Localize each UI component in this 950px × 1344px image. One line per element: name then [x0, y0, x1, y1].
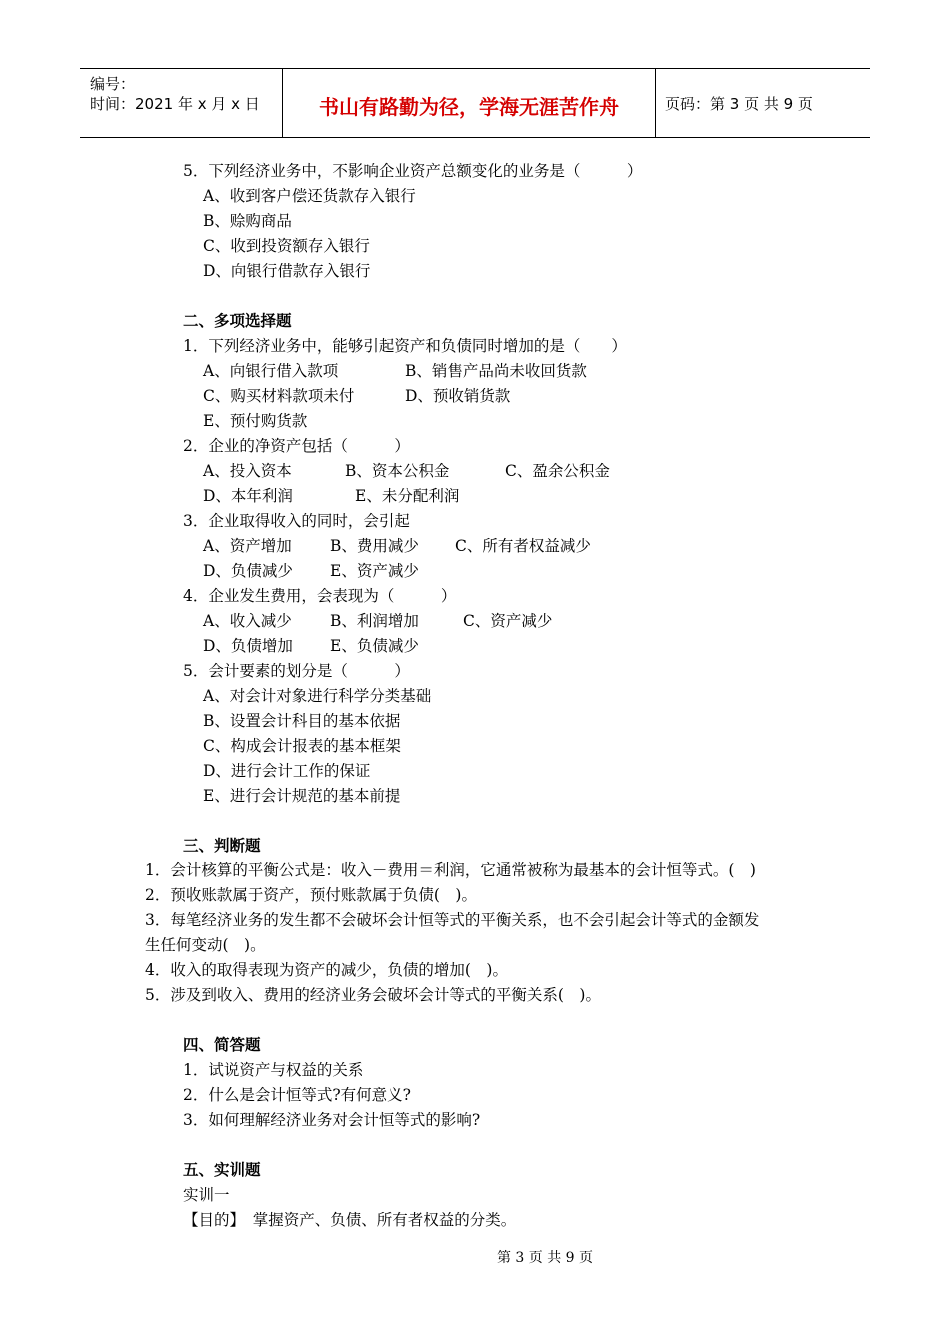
header-page-info: 页码：第 3 页 共 9 页: [665, 95, 813, 113]
section-heading: 三、判断题: [183, 837, 261, 855]
option: B、赊购商品: [203, 212, 292, 230]
option: D、负债减少: [203, 562, 293, 580]
option: B、销售产品尚未收回货款: [405, 362, 587, 380]
option: D、预收销货款: [405, 387, 511, 405]
question-stem: 4．企业发生费用，会表现为（ ）: [183, 587, 457, 605]
judgment-item-continued: 生任何变动( )。: [145, 936, 266, 954]
option: C、收到投资额存入银行: [203, 237, 370, 255]
option: B、设置会计科目的基本依据: [203, 712, 401, 730]
question-stem: 5．下列经济业务中，不影响企业资产总额变化的业务是（ ）: [183, 162, 643, 180]
motto: 书山有路勤为径，学海无涯苦作舟: [319, 95, 619, 119]
judgment-item: 1．会计核算的平衡公式是：收入－费用＝利润，它通常被称为最基本的会计恒等式。( ): [145, 861, 756, 879]
option: A、向银行借入款项: [203, 362, 339, 380]
option: E、资产减少: [330, 562, 419, 580]
training-purpose: 【目的】 掌握资产、负债、所有者权益的分类。: [183, 1211, 517, 1229]
option: D、本年利润: [203, 487, 293, 505]
option: C、资产减少: [463, 612, 553, 630]
question-stem: 5．会计要素的划分是（ ）: [183, 662, 410, 680]
header-meta-cell: [80, 69, 282, 137]
option: C、盈余公积金: [505, 462, 610, 480]
serial-label: 编号：: [90, 75, 136, 93]
question-stem: 2．企业的净资产包括（ ）: [183, 437, 410, 455]
judgment-item: 4．收入的取得表现为资产的减少，负债的增加( )。: [145, 961, 508, 979]
option: B、利润增加: [330, 612, 419, 630]
option: C、所有者权益减少: [455, 537, 591, 555]
option: E、负债减少: [330, 637, 419, 655]
option: B、资本公积金: [345, 462, 450, 480]
page-header: [80, 68, 870, 138]
option: E、预付购货款: [203, 412, 308, 430]
option: B、费用减少: [330, 537, 419, 555]
option: A、投入资本: [203, 462, 292, 480]
training-subtitle: 实训一: [183, 1186, 230, 1204]
short-answer-item: 3．如何理解经济业务对会计恒等式的影响?: [183, 1111, 481, 1129]
option: A、资产增加: [203, 537, 292, 555]
option: A、对会计对象进行科学分类基础: [203, 687, 432, 705]
option: D、进行会计工作的保证: [203, 762, 371, 780]
option: A、收到客户偿还货款存入银行: [203, 187, 416, 205]
section-heading: 五、实训题: [183, 1161, 261, 1179]
header-motto-cell: [282, 69, 656, 137]
option: C、构成会计报表的基本框架: [203, 737, 401, 755]
section-heading: 四、简答题: [183, 1036, 261, 1054]
question-stem: 1．下列经济业务中，能够引起资产和负债同时增加的是（ ）: [183, 337, 627, 355]
short-answer-item: 1．试说资产与权益的关系: [183, 1061, 364, 1079]
page-footer: [0, 1247, 950, 1267]
short-answer-item: 2．什么是会计恒等式?有何意义?: [183, 1086, 411, 1104]
judgment-item: 5．涉及到收入、费用的经济业务会破坏会计等式的平衡关系( )。: [145, 986, 601, 1004]
question-stem: 3．企业取得收入的同时，会引起: [183, 512, 410, 530]
section-heading: 二、多项选择题: [183, 312, 292, 330]
option: E、未分配利润: [355, 487, 460, 505]
option: D、向银行借款存入银行: [203, 262, 371, 280]
header-page-cell: [655, 69, 870, 137]
footer-page-number: 第 3 页 共 9 页: [496, 1250, 594, 1266]
time-label: 时间：2021 年 x 月 x 日: [90, 95, 260, 113]
option: A、收入减少: [203, 612, 292, 630]
judgment-item: 2．预收账款属于资产，预付账款属于负债( )。: [145, 886, 477, 904]
option: C、购买材料款项未付: [203, 387, 355, 405]
option: E、进行会计规范的基本前提: [203, 787, 401, 805]
judgment-item: 3．每笔经济业务的发生都不会破坏会计恒等式的平衡关系，也不会引起会计等式的金额发: [145, 911, 760, 929]
option: D、负债增加: [203, 637, 293, 655]
